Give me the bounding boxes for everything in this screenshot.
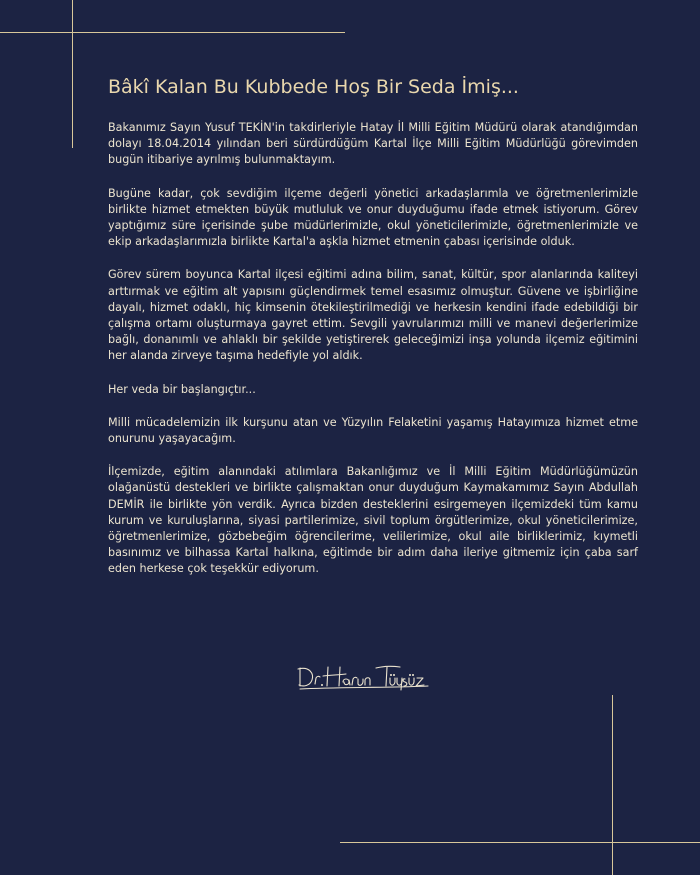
frame-line-bottom-vertical xyxy=(612,695,613,875)
paragraph-4: Her veda bir başlangıçtır... xyxy=(108,382,256,396)
letter-body xyxy=(108,120,638,595)
frame-line-top-horizontal xyxy=(0,32,345,33)
frame-line-bottom-horizontal xyxy=(340,842,700,843)
paragraph-6: İlçemizde, eğitim alanındaki atılımlara Bakanlığımız ve İl Milli Eğitim Müdürlüğümüzün olağanüstü destekleri ve birlikte çalışmaktan onur duyduğum Kaymakamımız Sayın Abdullah DEMİR ile birlikte yön verdik. Ayrıca bizden desteklerini esirgemeyen ilçemizdeki tüm kamu kurum ve kuruluşlarına, siyasi partilerimize, sivil toplum örgütlerimize, okul yöneticilerimize, öğretmenlerimize, gözbebeğim öğrencilerime, velilerimize, okul aile birliklerimiz, kıymetli basınımız ve bilhassa Kartal halkına, eğitimde bir adım daha ileriye gitmemiz için çaba sarf eden herkese çok teşekkür ediyorum. xyxy=(108,465,638,576)
paragraph-1: Bakanımız Sayın Yusuf TEKİN'in takdirleriyle Hatay İl Milli Eğitim Müdürü olarak atandığımdan dolayı 18.04.2014 yılından beri sürdürdüğüm Kartal İlçe Milli Eğitim Müdürlüğü görevimden bugün itibariye ayrılmış bulunmaktayım. xyxy=(108,121,638,167)
handwritten-signature xyxy=(296,660,436,692)
paragraph-2: Bugüne kadar, çok sevdiğim ilçeme değerli yönetici arkadaşlarımla ve öğretmenlerimizle birlikte hizmet etmekten büyük mutluluk ve onur duyduğumu ifade etmek istiyorum. Görev yaptığımız süre içerisinde şube müdürlerimizle, okul yöneticilerimizle, öğretmenlerimizle ve ekip arkadaşlarımızla birlikte Kartal'a aşkla hizmet etmenin çabası içerisinde olduk. xyxy=(108,186,638,249)
paragraph-3: Görev sürem boyunca Kartal ilçesi eğitimi adına bilim, sanat, kültür, spor alanlarında kaliteyi arttırmak ve eğitim alt yapısını güçlendirmek temel esasımız olmuştur. Güvene ve işbirliğine dayalı, hizmet odaklı, hiç kimsenin ötekileştirilmediği ve herkesin kendini ifade edebildiği bir çalışma ortamı oluşturmaya gayret ettim. Sevgili yavrularımızı milli ve manevi değerlerimize bağlı, donanımlı ve ahlaklı bir şekilde yetiştirerek geleceğimizi inşa yolunda ilçemiz eğitimini her alanda zirveye taşıma hedefiyle yol aldık. xyxy=(108,268,638,363)
letter-title: Bâkî Kalan Bu Kubbede Hoş Bir Seda İmiş... xyxy=(108,76,519,98)
frame-line-top-vertical xyxy=(72,0,73,148)
paragraph-5: Milli mücadelemizin ilk kurşunu atan ve Yüzyılın Felaketini yaşamış Hatayımıza hizmet etme onurunu yaşayacağım. xyxy=(108,415,638,446)
